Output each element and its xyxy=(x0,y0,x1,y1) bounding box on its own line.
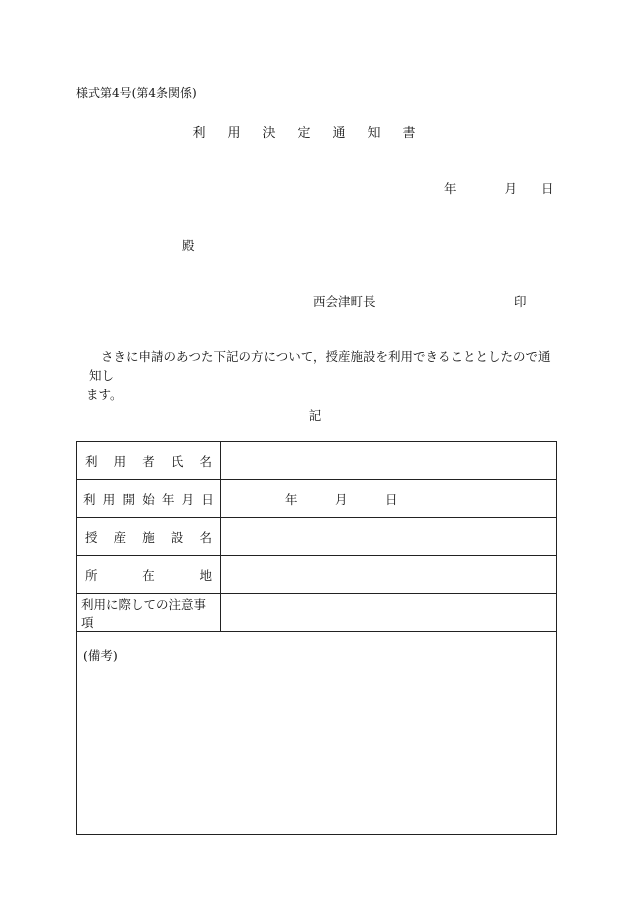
label-char: 氏 xyxy=(170,453,184,469)
remarks-label: (備考) xyxy=(83,648,118,663)
label-usage-notes: 利用に際しての注意事項 xyxy=(77,594,221,632)
label-char: 所 xyxy=(85,567,98,583)
label-char: 用 xyxy=(102,491,116,507)
table-row xyxy=(77,594,557,632)
start-date-month: 月 xyxy=(335,491,348,507)
label-char: 施 xyxy=(142,529,155,545)
details-table xyxy=(76,441,557,835)
addressee-suffix: 殿 xyxy=(182,238,195,253)
label-char: 名 xyxy=(199,453,212,469)
remarks-box[interactable] xyxy=(77,632,557,835)
label-char: 利 xyxy=(85,453,98,469)
date-year: 年 xyxy=(444,181,457,196)
label-char: 授 xyxy=(85,529,98,545)
notice-body-line1: さきに申請のあつた下記の方について，授産施設を利用できることとしたので通知し xyxy=(89,349,551,383)
table-row xyxy=(77,632,557,835)
label-location xyxy=(77,556,221,594)
start-date-day: 日 xyxy=(385,491,398,507)
table-row xyxy=(77,442,557,480)
notice-body-line2: ます。 xyxy=(86,387,123,402)
start-date-year: 年 xyxy=(285,491,298,507)
value-usage-notes[interactable] xyxy=(221,594,557,632)
label-char: 開 xyxy=(122,491,135,507)
notice-body xyxy=(86,347,559,404)
label-char: 日 xyxy=(201,491,214,507)
label-char: 名 xyxy=(199,529,212,545)
label-char: 年 xyxy=(161,491,175,507)
value-facility-name[interactable] xyxy=(221,518,557,556)
label-facility-name xyxy=(77,518,221,556)
label-char: 産 xyxy=(113,529,127,545)
table-row xyxy=(77,556,557,594)
label-start-date xyxy=(77,480,221,518)
label-char: 月 xyxy=(181,491,195,507)
label-applicant-name xyxy=(77,442,221,480)
label-char: 始 xyxy=(142,491,155,507)
issue-date xyxy=(444,179,554,197)
date-month: 月 xyxy=(504,181,518,196)
value-location[interactable] xyxy=(221,556,557,594)
label-char: 在 xyxy=(142,567,155,583)
seal-mark: 印 xyxy=(514,294,527,309)
label-char: 設 xyxy=(170,529,184,545)
table-row xyxy=(77,518,557,556)
value-start-date[interactable] xyxy=(221,480,557,518)
ki-label: 記 xyxy=(308,408,322,423)
label-char: 利 xyxy=(83,491,96,507)
value-applicant-name[interactable] xyxy=(221,442,557,480)
form-number: 様式第4号(第4条関係) xyxy=(76,86,197,100)
label-char: 用 xyxy=(113,453,127,469)
issuer-name: 西会津町長 xyxy=(313,294,376,309)
table-row xyxy=(77,480,557,518)
label-char: 者 xyxy=(142,453,155,469)
document-title: 利用決定通知書 xyxy=(192,126,438,141)
label-char: 地 xyxy=(199,567,212,583)
date-day: 日 xyxy=(541,181,554,196)
